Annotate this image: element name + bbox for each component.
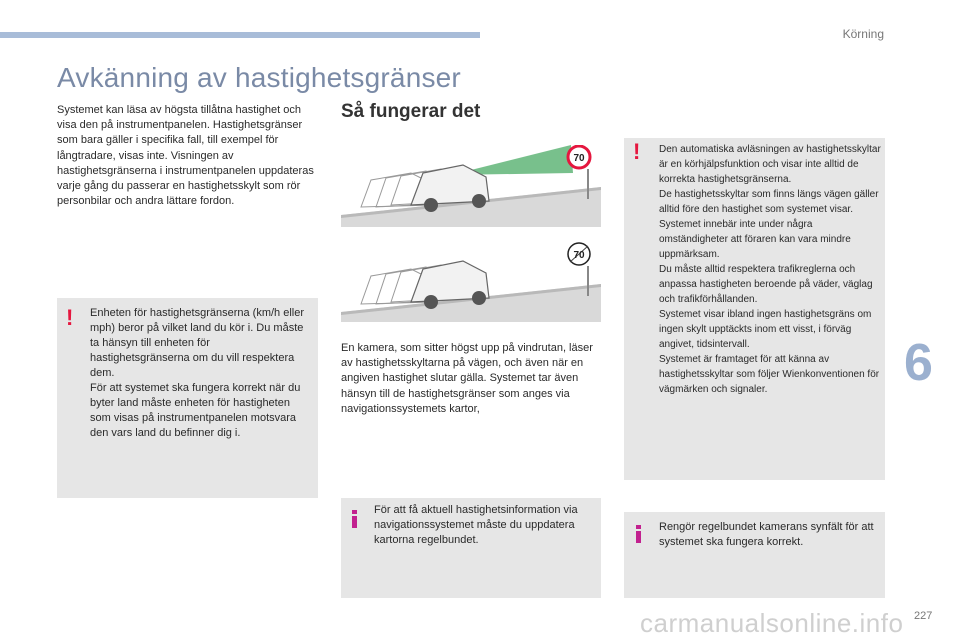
warning-limit-p1: Den automatiska avläsningen av hastighetsskyltar är en körhjälpsfunktion och visar inte alltid de korrekta hastighetsgränserna. bbox=[659, 144, 881, 185]
watermark: carmanualsonline.info bbox=[640, 608, 904, 638]
page-number: 227 bbox=[914, 610, 933, 622]
warning-limit-p3: Systemet innebär inte under några omständigheter att föraren kan vara mindre uppmärksam. bbox=[659, 219, 851, 260]
warning-box-limitations bbox=[624, 138, 885, 480]
warning-limit-p4: Du måste alltid respektera trafikreglerna och anpassa hastigheten beroende på väder, väglag och trafikförhållanden. bbox=[659, 264, 873, 305]
page-title: Avkänning av hastighetsgränser bbox=[57, 62, 461, 93]
info-camera-text: Rengör regelbundet kamerans synfält för att systemet ska fungera korrekt. bbox=[659, 521, 874, 548]
intro-text: Systemet kan läsa av högsta tillåtna hastighet och visa den på instrumentpanelen. Hastighetsgränser som bara gäller i specifika fall, till exempel för långtradare, visas inte. Visningen av hastighetsgränserna i instrumentpanelen uppdateras varje gång du passerar en hastighetsskylt som rör personbilar och andra lättare fordon. bbox=[57, 104, 314, 208]
chapter-number: 6 bbox=[904, 334, 933, 392]
warning-limit-p5: Systemet visar ibland ingen hastighetsgräns om ingen skylt upptäckts inom ett visst, i förväg angivet, tidsintervall. bbox=[659, 309, 872, 350]
warning-units-p1: Enheten för hastighetsgränserna (km/h eller mph) beror på vilket land du kör i. Du måste ta hänsyn till enheten för hastighetsgränserna om du vill respektera dem. bbox=[90, 307, 305, 379]
how-it-works-text: En kamera, som sitter högst upp på vindrutan, läser av hastighetsskyltarna på vägen, och även när en angiven hastighet slutar gälla. Systemet tar även hänsyn till de hastighetsgränser som anges via navigationssystemets kartor, bbox=[341, 342, 593, 415]
illustration-camera-sign-bottom bbox=[341, 240, 601, 322]
info-icon bbox=[352, 510, 357, 528]
warning-icon: ! bbox=[633, 139, 641, 164]
warning-box-units bbox=[57, 298, 318, 498]
warning-units-p2: För att systemet ska fungera korrekt när du byter land måste enheten för hastigheten som visas på instrumentpanelen motsvara den vars land du befinner dig i. bbox=[90, 382, 301, 439]
warning-limit-p6: Systemet är framtaget för att känna av hastighetsskyltar som följer Wienkonventionen för vägmärken och signaler. bbox=[659, 354, 880, 395]
chapter-label: Körning bbox=[842, 27, 884, 41]
info-navigation-text: För att få aktuell hastighetsinformation via navigationssystemet måste du uppdatera kartorna regelbundet. bbox=[374, 504, 578, 546]
illustration-camera-sign-top bbox=[341, 145, 601, 227]
section-heading: Så fungerar det bbox=[341, 101, 481, 122]
info-icon bbox=[636, 525, 641, 543]
warning-icon: ! bbox=[66, 305, 74, 330]
info-box-navigation bbox=[341, 498, 601, 598]
warning-limit-p2: De hastighetsskyltar som finns längs vägen gäller alltid före den hastighet som systemet visar. bbox=[659, 189, 879, 215]
info-box-camera-clean bbox=[624, 512, 885, 598]
speed-sign-bottom: 70 bbox=[573, 250, 585, 261]
header-bar bbox=[0, 32, 480, 38]
speed-sign-top: 70 bbox=[573, 153, 585, 164]
